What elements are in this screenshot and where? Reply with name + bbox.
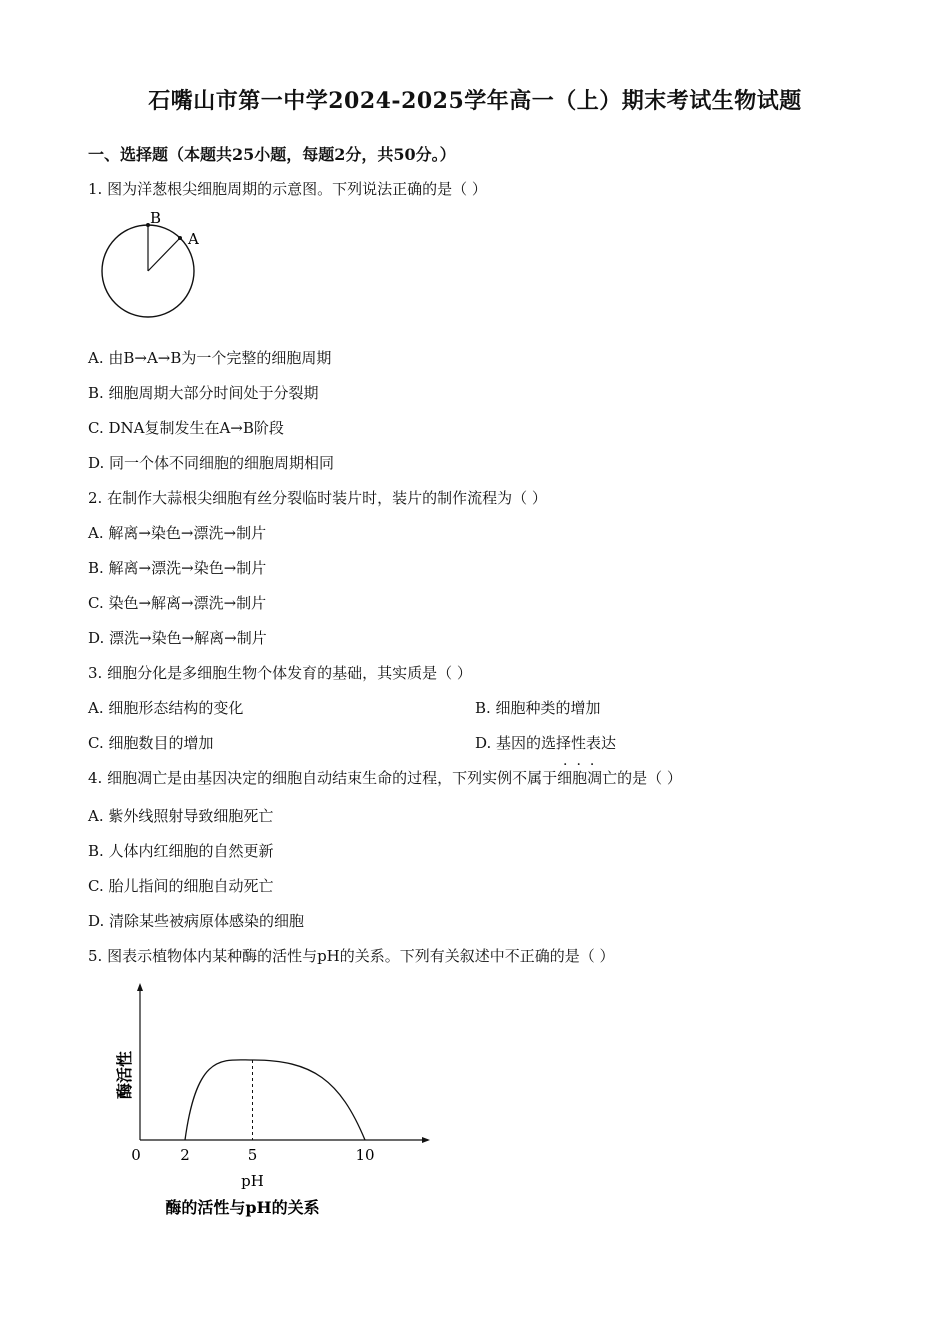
question-2-stem: 2. 在制作大蒜根尖细胞有丝分裂临时装片时，装片的制作流程为（ ） (88, 489, 547, 507)
question-4-stem: 4. 细胞凋亡是由基因决定的细胞自动结束生命的过程，下列实例不属于细胞凋亡的是（ ） (88, 769, 682, 787)
question-2-option-c: C. 染色→解离→漂洗→制片 (88, 594, 267, 612)
question-4-option-d: D. 清除某些被病原体感染的细胞 (88, 912, 305, 930)
page-title: 石嘴山市第一中学2024-2025学年高一（上）期末考试生物试题 (148, 88, 802, 114)
activity-curve (185, 1060, 365, 1140)
question-4-option-a: A. 紫外线照射导致细胞死亡 (88, 807, 274, 825)
y-axis-label: 酶活性 (115, 1050, 134, 1100)
x-axis-label: pH (241, 1172, 264, 1190)
question-5-stem: 5. 图表示植物体内某种酶的活性与pH的关系。下列有关叙述中不正确的是（ ） (88, 947, 615, 965)
question-3-option-c: C. 细胞数目的增加 (88, 734, 214, 752)
x-tick-label: 10 (355, 1146, 375, 1164)
x-axis-arrow (422, 1137, 430, 1143)
question-3-option-a: A. 细胞形态结构的变化 (88, 699, 244, 717)
question-3-stem: 3. 细胞分化是多细胞生物个体发育的基础，其实质是（ ） (88, 664, 472, 682)
y-axis-arrow (137, 983, 143, 991)
question-1-option-a: A. 由B→A→B为一个完整的细胞周期 (88, 349, 332, 367)
point-a-marker (178, 236, 182, 240)
question-4-option-b: B. 人体内红细胞的自然更新 (88, 842, 274, 860)
question-2-option-d: D. 漂洗→染色→解离→制片 (88, 629, 267, 647)
x-tick-label: 2 (180, 1146, 190, 1164)
x-tick-label: 5 (247, 1146, 258, 1164)
question-1-option-d: D. 同一个体不同细胞的细胞周期相同 (88, 454, 335, 472)
label-a: A (188, 230, 199, 248)
question-2-option-a: A. 解离→染色→漂洗→制片 (88, 524, 267, 542)
question-4-option-c: C. 胎儿指间的细胞自动死亡 (88, 877, 274, 895)
emphasis-dots: ··· (563, 757, 604, 773)
cell-cycle-diagram (95, 205, 215, 325)
x-tick-label: 0 (131, 1146, 141, 1164)
question-3-option-b: B. 细胞种类的增加 (475, 699, 601, 717)
question-3-option-d: D. 基因的选择性表达 (475, 734, 617, 752)
question-2-option-b: B. 解离→漂洗→染色→制片 (88, 559, 267, 577)
enzyme-ph-chart (100, 975, 445, 1225)
question-1-stem: 1. 图为洋葱根尖细胞周期的示意图。下列说法正确的是（ ） (88, 180, 487, 198)
radius-to-a (148, 238, 180, 271)
question-1-option-c: C. DNA复制发生在A→B阶段 (88, 419, 284, 437)
chart-title: 酶的活性与pH的关系 (165, 1198, 320, 1217)
question-1-option-b: B. 细胞周期大部分时间处于分裂期 (88, 384, 319, 402)
section-heading: 一、选择题（本题共25小题，每题2分，共50分。） (88, 145, 456, 164)
label-b: B (150, 209, 162, 227)
